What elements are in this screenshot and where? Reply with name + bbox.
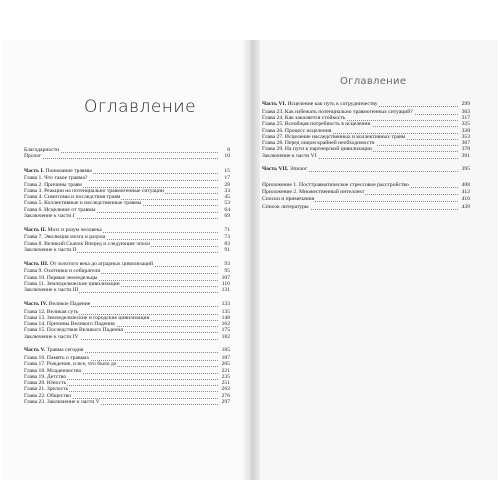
toc-appendix (262, 189, 470, 196)
toc-entry-title: Глава 19. Детство (24, 373, 67, 380)
part-title: Исцеление как путь к сотрудничеству (287, 101, 378, 107)
page-number: 162 (221, 321, 230, 327)
toc-chapter (24, 287, 230, 294)
toc-entry-title: Глава 4. Симптомы и последствия травм (24, 194, 121, 200)
toc-entry-title: Список литературы (262, 203, 309, 210)
part-label: Часть III. (24, 260, 50, 267)
page-number: 395 (461, 166, 470, 173)
running-header: Оглавление (340, 76, 407, 87)
part-title: Травма сегодня (46, 347, 84, 354)
toc-entry-title: Пролог (24, 153, 42, 160)
page-number: 412 (461, 188, 470, 195)
page-number: 276 (221, 392, 230, 399)
page-number: 10 (224, 153, 230, 160)
part-label: Часть VII. (262, 166, 290, 173)
toc-part-p5 (24, 347, 230, 354)
part-title: Мозг и разум человека (47, 226, 102, 233)
part-title: Понимание травмы (45, 167, 92, 174)
toc-part-p6 (262, 101, 470, 108)
page-number: 367 (461, 140, 470, 146)
toc-entry-title: Глава 24. Как закаляется стойкость (262, 115, 346, 121)
part-label: Часть IV. (24, 300, 49, 307)
toc-entry-title (24, 301, 91, 308)
toc-entry-title: Глава 2. Причины травм (24, 181, 82, 188)
part-label: Часть I. (24, 167, 46, 174)
toc-heading: Оглавление (84, 97, 197, 117)
toc-entry-title: Глава 5. Коллективные и наследственные травмы (24, 200, 142, 207)
toc-entry-title: Благодарности (24, 147, 60, 153)
part-label: Часть VI. (262, 101, 288, 107)
toc-entry-title: Приложение 1. Посттравматическое стрессовое расстройство (262, 181, 409, 188)
page-number: 15 (224, 167, 230, 174)
toc-part-p4 (24, 301, 230, 308)
toc-chapter (24, 334, 230, 341)
toc-entry-title (262, 166, 308, 173)
toc-entry-title: Глава 23. Как избежать потенциально травмогенных ситуаций? (262, 108, 413, 115)
toc-entry-title: Глава 9. Охотники и собиратели (24, 268, 101, 275)
page-number: 299 (461, 101, 470, 107)
part-label: Часть II. (24, 226, 48, 233)
toc-chapter (24, 213, 230, 220)
page-number: 131 (221, 287, 230, 293)
toc-entry-title: Глава 20. Юность (24, 380, 67, 386)
toc-part-p7 (262, 166, 470, 173)
page-number: 185 (221, 347, 230, 354)
toc-chapter (24, 247, 230, 254)
page-number: 69 (224, 212, 230, 219)
toc-entry-title: Глава 16. Память о травмах (24, 355, 90, 361)
page-number: 408 (461, 181, 470, 188)
page-number: 303 (461, 108, 470, 115)
page-number: 73 (224, 234, 230, 241)
toc-chapter (24, 399, 230, 406)
page-number: 116 (221, 280, 230, 287)
page-number: 148 (221, 314, 230, 321)
toc-entry-title: Глава 28. Перед лицом крайней необходимости (262, 140, 375, 146)
toc-entry-title: Глава 3. Реакции на потенциально травмогенные ситуации (24, 187, 164, 194)
toc-entry-title: Глава 17. Рождение, и все, что было до (24, 361, 117, 368)
toc-entry-title (24, 347, 84, 354)
toc-entry-title: Глава 27. Исцеление наследственных и коллективных травм (262, 133, 406, 140)
page-number: 175 (221, 327, 230, 334)
page-number: 45 (224, 194, 230, 200)
page-number: 135 (221, 308, 230, 315)
toc-chapter (262, 153, 470, 160)
toc-entry-title: Заключение к части VI (262, 152, 317, 159)
toc-part-p1 (24, 168, 230, 175)
page-number: 64 (224, 206, 230, 213)
page-number: 91 (224, 246, 230, 253)
page-number: 378 (461, 146, 470, 153)
page-number: 353 (461, 133, 470, 140)
toc-entry-title: Приложение 2. Множественный интеллект (262, 188, 365, 195)
page-number: 93 (224, 260, 230, 267)
part-title: Великое Падение (48, 300, 91, 307)
toc-entry-title: Глава 6. Исцеление от травмы (24, 206, 96, 213)
page-number: 416 (461, 196, 470, 203)
page-number: 221 (221, 367, 230, 374)
page-number: 317 (461, 115, 470, 121)
toc-entry-title: Глава 1. Что такое травма? (24, 175, 88, 182)
toc-entry-title: Заключение к части I (24, 212, 75, 219)
toc-appendix (262, 196, 470, 203)
page-number: 17 (224, 175, 230, 182)
page-number: 338 (461, 127, 470, 134)
toc-part-p3 (24, 261, 230, 268)
dot-leader (24, 158, 218, 159)
toc-entry-title: Заключение к части II (24, 246, 77, 253)
part-label: Часть V. (24, 347, 47, 354)
page-number: 182 (221, 333, 230, 340)
page-number: 28 (224, 181, 230, 188)
toc-entry-title: Глава 15. Последствия Великого Падения (24, 327, 123, 334)
toc-entry-title: Глава 18. Младенчество (24, 367, 82, 374)
toc-entry-title (24, 168, 93, 175)
toc-entry-title: Глава 8. Великий Скачок Вперед и следующие эпохи (24, 240, 151, 247)
page-number: 83 (224, 240, 230, 247)
toc-entry-title: Глава 25. Всеобщая потребность в исцелении (262, 121, 371, 128)
page-number: 107 (221, 274, 230, 281)
page-number: 33 (224, 187, 230, 194)
toc-front-matter (24, 153, 230, 160)
toc-entry-title (262, 101, 379, 108)
toc-entry-title: Глава 13. Земледельческие и городские цивилизации (24, 314, 150, 321)
toc-appendix (262, 182, 470, 189)
part-title: От золотого века до аграрных цивилизаций (49, 260, 154, 267)
toc-entry-title: Сноски и примечания (262, 196, 315, 203)
toc-entry-title: Заключение к части IV (24, 333, 79, 340)
book-spine (242, 40, 260, 480)
toc-entry-title: Глава 23. Заключение к части V (24, 398, 100, 405)
toc-entry-title: Глава 10. Первые земледельцы (24, 274, 98, 281)
page-number: 235 (221, 373, 230, 380)
page-number: 95 (224, 268, 230, 275)
toc-entry-title: Заключение к части III (24, 287, 79, 293)
page-number: 187 (221, 355, 230, 361)
page-number: 71 (224, 226, 230, 233)
page-number: 391 (461, 152, 470, 159)
toc-entry-title: Глава 11. Земледельческие цивилизации (24, 280, 120, 287)
toc-entry-title (24, 261, 154, 268)
page-number: 262 (221, 386, 230, 393)
part-title: Эпилог (289, 166, 308, 173)
page-number: 251 (221, 380, 230, 386)
page-number: 53 (224, 200, 230, 207)
toc-entry-title: Глава 26. Процесс исцеления (262, 127, 332, 134)
toc-part-p2 (24, 227, 230, 234)
toc-entry-title: Глава 22. Общество (24, 392, 72, 399)
page-number: 297 (221, 398, 230, 405)
toc-appendix (262, 204, 470, 211)
page-number: 133 (221, 300, 230, 307)
toc-entry-title: Глава 12. Великая суть (24, 308, 79, 315)
toc-entry-title: Глава 21. Зрелость (24, 386, 69, 393)
page-number: 205 (221, 361, 230, 368)
page-number: 8 (227, 147, 230, 153)
toc-entry-title: Глава 29. На пути к партнерской цивилизации (262, 146, 372, 153)
toc-entry-title: Глава 14. Причины Великого Падения (24, 321, 115, 327)
page-number: 439 (461, 203, 470, 210)
page-number: 325 (461, 121, 470, 128)
toc-entry-title: Глава 7. Эволюция мозга и разума (24, 234, 106, 241)
toc-entry-title (24, 227, 103, 234)
